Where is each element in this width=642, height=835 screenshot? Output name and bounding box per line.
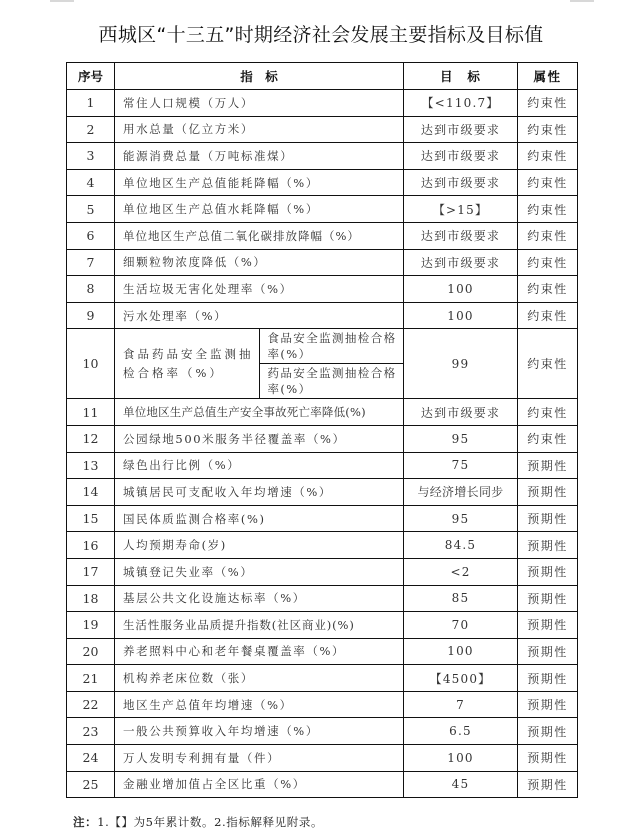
row-no: 10 (67, 329, 115, 399)
row-indicator: 生活性服务业品质提升指数(社区商业)(%) (115, 612, 404, 639)
row-no: 21 (67, 665, 115, 692)
row-sub-indicator-drug: 药品安全监测抽检合格率(%） (259, 364, 404, 399)
row-no: 14 (67, 479, 115, 506)
row-sub-indicator-food: 食品安全监测抽检合格率(%） (259, 329, 404, 364)
row-indicator: 用水总量（亿立方米） (115, 116, 404, 143)
row-no: 7 (67, 249, 115, 276)
row-target: 达到市级要求 (404, 222, 518, 249)
table-row (67, 505, 578, 532)
table-row (67, 302, 578, 329)
row-target: 95 (404, 425, 518, 452)
row-indicator: 人均预期寿命(岁) (115, 532, 404, 559)
row-no: 13 (67, 452, 115, 479)
row-attribute: 约束性 (518, 276, 578, 303)
row-attribute: 约束性 (518, 90, 578, 117)
table-row (67, 222, 578, 249)
header-no: 序号 (67, 63, 115, 90)
page-corner-mark-left (50, 0, 74, 2)
row-indicator: 城镇居民可支配收入年均增速（%） (115, 479, 404, 506)
row-attribute: 预期性 (518, 479, 578, 506)
table-row (67, 691, 578, 718)
row-attribute: 预期性 (518, 558, 578, 585)
row-target: 85 (404, 585, 518, 612)
table-row (67, 196, 578, 223)
row-target: 【4500】 (404, 665, 518, 692)
row-indicator: 常住人口规模（万人） (115, 90, 404, 117)
row-no: 17 (67, 558, 115, 585)
row-indicator: 国民体质监测合格率(%) (115, 505, 404, 532)
row-attribute: 约束性 (518, 399, 578, 426)
table-row (67, 116, 578, 143)
table-row (67, 425, 578, 452)
row-no: 15 (67, 505, 115, 532)
row-no: 1 (67, 90, 115, 117)
row-target: 与经济增长同步 (404, 479, 518, 506)
table-row (67, 771, 578, 798)
row-no: 16 (67, 532, 115, 559)
table-row (67, 532, 578, 559)
row-attribute: 约束性 (518, 329, 578, 399)
table-row (67, 479, 578, 506)
table-row (67, 452, 578, 479)
row-no: 9 (67, 302, 115, 329)
row-no: 8 (67, 276, 115, 303)
row-no: 22 (67, 691, 115, 718)
row-attribute: 预期性 (518, 612, 578, 639)
table-row-group (67, 329, 578, 364)
header-attribute: 属性 (518, 63, 578, 90)
row-attribute: 约束性 (518, 143, 578, 170)
row-target: 达到市级要求 (404, 143, 518, 170)
row-indicator: 公园绿地500米服务半径覆盖率（%） (115, 425, 404, 452)
row-target: 84.5 (404, 532, 518, 559)
row-group-indicator: 食品药品安全监测抽检合格率（%） (115, 329, 260, 399)
row-attribute: 预期性 (518, 718, 578, 745)
table-row (67, 276, 578, 303)
table-row (67, 585, 578, 612)
row-attribute: 预期性 (518, 691, 578, 718)
row-indicator: 城镇登记失业率（%） (115, 558, 404, 585)
row-indicator: 单位地区生产总值水耗降幅（%） (115, 196, 404, 223)
table-row (67, 665, 578, 692)
table-row (67, 399, 578, 426)
row-indicator: 一般公共预算收入年均增速（%） (115, 718, 404, 745)
row-attribute: 约束性 (518, 196, 578, 223)
row-indicator: 生活垃圾无害化处理率（%） (115, 276, 404, 303)
row-attribute: 预期性 (518, 585, 578, 612)
row-target: 达到市级要求 (404, 169, 518, 196)
table-row (67, 745, 578, 772)
row-indicator: 细颗粒物浓度降低（%） (115, 249, 404, 276)
row-attribute: 约束性 (518, 116, 578, 143)
footnote-label: 注： (73, 815, 98, 829)
row-no: 3 (67, 143, 115, 170)
table-row (67, 612, 578, 639)
row-no: 4 (67, 169, 115, 196)
row-target: 达到市级要求 (404, 249, 518, 276)
row-target: 7 (404, 691, 518, 718)
table-body (67, 90, 578, 798)
row-target: 99 (404, 329, 518, 399)
row-target: 100 (404, 745, 518, 772)
row-indicator: 单位地区生产总值二氧化碳排放降幅（%） (115, 222, 404, 249)
row-target: 【<110.7】 (404, 90, 518, 117)
row-indicator: 养老照料中心和老年餐桌覆盖率（%） (115, 638, 404, 665)
row-attribute: 预期性 (518, 771, 578, 798)
row-no: 5 (67, 196, 115, 223)
table-row (67, 718, 578, 745)
row-indicator: 万人发明专利拥有量（件） (115, 745, 404, 772)
header-target: 目 标 (404, 63, 518, 90)
row-target: 6.5 (404, 718, 518, 745)
row-attribute: 预期性 (518, 665, 578, 692)
row-target: 【>15】 (404, 196, 518, 223)
row-attribute: 预期性 (518, 505, 578, 532)
table-row (67, 638, 578, 665)
row-no: 19 (67, 612, 115, 639)
row-target: 70 (404, 612, 518, 639)
table-header-row (67, 63, 578, 90)
row-attribute: 预期性 (518, 532, 578, 559)
row-indicator: 地区生产总值年均增速（%） (115, 691, 404, 718)
row-no: 2 (67, 116, 115, 143)
row-target: 100 (404, 638, 518, 665)
table-row (67, 169, 578, 196)
document-title: 西城区“十三五”时期经济社会发展主要指标及目标值 (98, 23, 544, 46)
table-row (67, 90, 578, 117)
table-row (67, 143, 578, 170)
table-row (67, 558, 578, 585)
row-attribute: 预期性 (518, 452, 578, 479)
row-no: 18 (67, 585, 115, 612)
row-indicator: 基层公共文化设施达标率（%） (115, 585, 404, 612)
row-target: 达到市级要求 (404, 399, 518, 426)
footnote (73, 814, 323, 830)
row-target: 100 (404, 302, 518, 329)
row-indicator: 单位地区生产总值生产安全事故死亡率降低(%) (115, 399, 404, 426)
row-indicator: 金融业增加值占全区比重（%） (115, 771, 404, 798)
row-attribute: 预期性 (518, 745, 578, 772)
row-target: 95 (404, 505, 518, 532)
row-target: 75 (404, 452, 518, 479)
row-attribute: 预期性 (518, 638, 578, 665)
row-attribute: 约束性 (518, 249, 578, 276)
row-attribute: 约束性 (518, 302, 578, 329)
row-attribute: 约束性 (518, 169, 578, 196)
row-no: 12 (67, 425, 115, 452)
row-attribute: 约束性 (518, 222, 578, 249)
row-indicator: 机构养老床位数（张） (115, 665, 404, 692)
header-indicator: 指 标 (115, 63, 404, 90)
row-target: 100 (404, 276, 518, 303)
row-no: 25 (67, 771, 115, 798)
row-no: 11 (67, 399, 115, 426)
page-corner-mark-right (570, 0, 594, 2)
row-target: 45 (404, 771, 518, 798)
footnote-text: 1.【】为5年累计数。2.指标解释见附录。 (97, 815, 324, 829)
row-attribute: 约束性 (518, 425, 578, 452)
row-target: 达到市级要求 (404, 116, 518, 143)
row-target: <2 (404, 558, 518, 585)
table-row (67, 249, 578, 276)
row-indicator: 单位地区生产总值能耗降幅（%） (115, 169, 404, 196)
row-indicator: 污水处理率（%） (115, 302, 404, 329)
row-indicator: 能源消费总量（万吨标准煤） (115, 143, 404, 170)
row-no: 23 (67, 718, 115, 745)
row-no: 24 (67, 745, 115, 772)
indicators-table (66, 62, 578, 798)
row-no: 20 (67, 638, 115, 665)
row-indicator: 绿色出行比例（%） (115, 452, 404, 479)
row-no: 6 (67, 222, 115, 249)
